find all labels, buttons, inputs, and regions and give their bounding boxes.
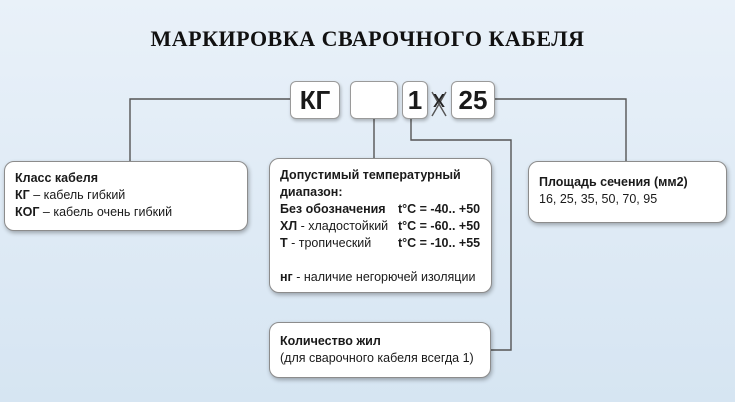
temperature-desc: - тропический — [287, 236, 372, 250]
cable-class-heading: Класс кабеля — [15, 171, 99, 185]
cable-class-abbr: КОГ — [15, 205, 40, 219]
cores-note: (для сварочного кабеля всегда 1) — [280, 351, 474, 365]
cores-box — [269, 322, 491, 378]
temperature-range: t°C = -40.. +50 — [398, 202, 481, 216]
area-values: 16, 25, 35, 50, 70, 95 — [539, 192, 658, 206]
temperature-name: Т — [280, 236, 288, 250]
area-box — [528, 161, 727, 223]
code-climate — [350, 81, 398, 119]
temperature-box — [269, 158, 492, 293]
temperature-row — [280, 201, 481, 218]
temperature-heading: Допустимый температурный диапазон: — [280, 168, 461, 199]
temperature-desc: - хладостойкий — [297, 219, 389, 233]
connector-class — [130, 99, 290, 162]
cable-class-item — [15, 204, 237, 221]
note-abbr: нг — [280, 270, 293, 284]
temperature-name: ХЛ — [280, 219, 298, 233]
temperature-row — [280, 235, 481, 252]
cable-class-abbr: КГ — [15, 188, 30, 202]
temperature-note — [280, 269, 481, 286]
area-heading: Площадь сечения (мм2) — [539, 175, 688, 189]
cable-class-box — [4, 161, 248, 231]
cable-class-desc: – кабель очень гибкий — [39, 205, 173, 219]
code-times-symbol: x — [433, 86, 445, 113]
diagram-title: МАРКИРОВКА СВАРОЧНОГО КАБЕЛЯ — [150, 26, 585, 51]
temperature-range: t°C = -10.. +55 — [398, 236, 481, 250]
code-class: КГ — [290, 81, 340, 119]
code-section: 25 — [451, 81, 495, 119]
temperature-range: t°C = -60.. +50 — [398, 219, 481, 233]
connector-section — [494, 99, 626, 162]
temperature-row — [280, 218, 481, 235]
temperature-name: Без обозначения — [280, 202, 386, 216]
cable-class-desc: – кабель гибкий — [29, 188, 126, 202]
cores-heading: Количество жил — [280, 334, 381, 348]
note-text: - наличие негорючей изоляции — [292, 270, 476, 284]
code-cores: 1 — [402, 81, 428, 119]
cable-class-item — [15, 187, 237, 204]
